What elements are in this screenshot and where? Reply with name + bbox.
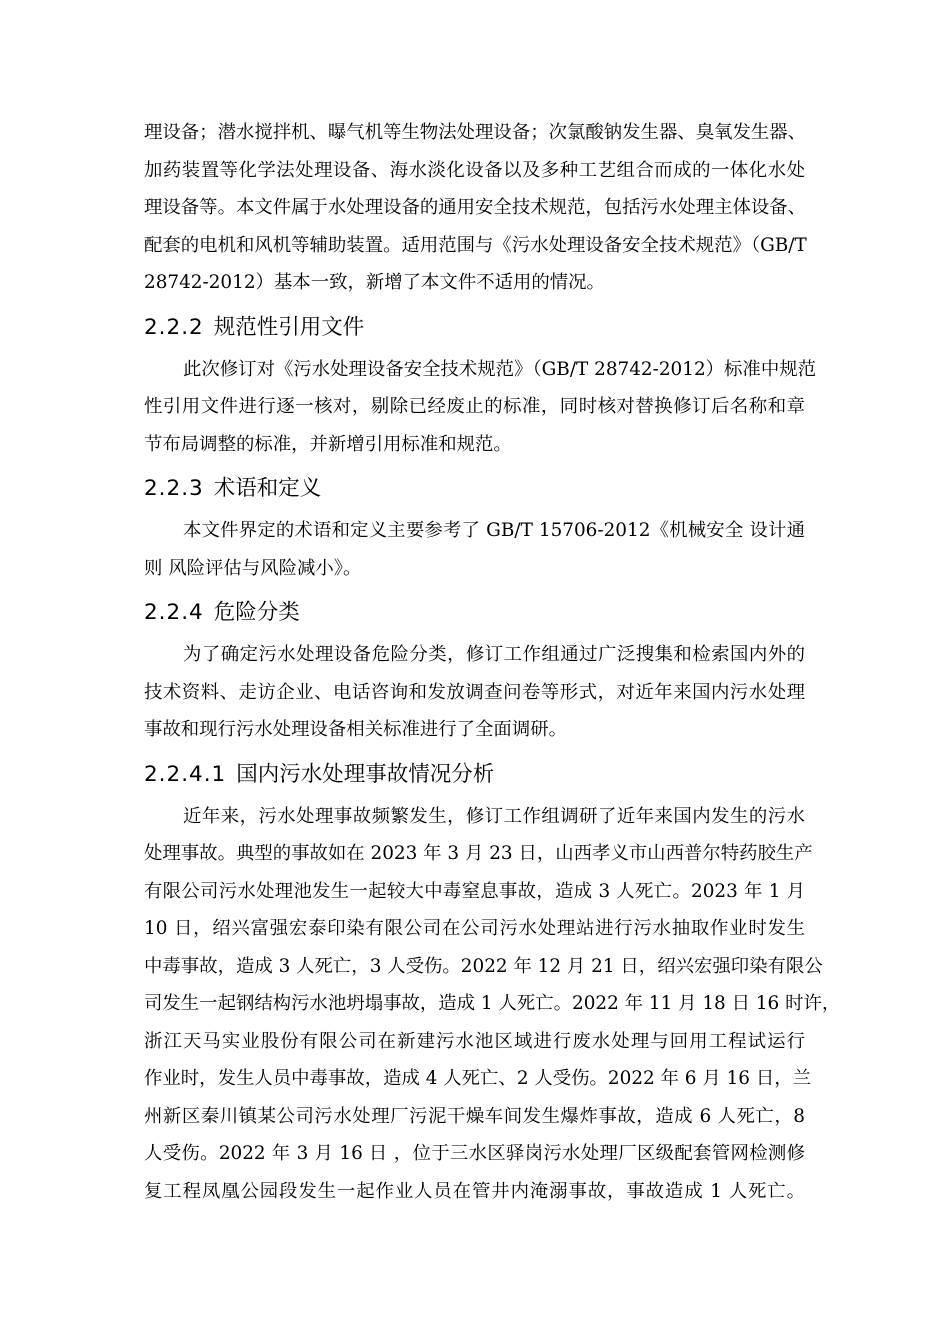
text-line: 加药装置等化学法处理设备、海水淡化设备以及多种工艺组合而成的一体化水处 bbox=[144, 159, 805, 181]
text-line: 节布局调整的标准，并新增引用标准和规范。 bbox=[144, 433, 512, 455]
text-line: 司发生一起钢结构污水池坍塌事故，造成 1 人死亡。2022 年 11 月 18 日 16 时许， bbox=[144, 993, 841, 1014]
paragraph-scope-continuation bbox=[144, 114, 805, 302]
text-line: 技术资料、走访企业、电话咨询和发放调查问卷等形式，对近年来国内污水处理 bbox=[144, 681, 805, 703]
section-number: 2.2.4 bbox=[144, 600, 204, 625]
text-line: 州新区秦川镇某公司污水处理厂污泥干燥车间发生爆炸事故，造成 6 人死亡，8 bbox=[144, 1105, 805, 1127]
paragraph-hazard-classification bbox=[144, 636, 805, 749]
text-line: 此次修订对《污水处理设备安全技术规范》（GB/T 28742-2012）标准中规范 bbox=[183, 358, 816, 380]
text-line: 有限公司污水处理池发生一起较大中毒窒息事故，造成 3 人死亡。2023 年 1 月 bbox=[144, 880, 805, 902]
text-line: 本文件界定的术语和定义主要参考了 GB/T 15706-2012《机械安全 设计通 bbox=[183, 520, 805, 541]
text-line: 处理事故。典型的事故如在 2023 年 3 月 23 日，山西孝义市山西普尔特药胶生产 bbox=[144, 843, 813, 864]
paragraph-normative-references bbox=[144, 351, 816, 464]
paragraph-accident-analysis bbox=[144, 798, 841, 1211]
text-line: 28742-2012）基本一致，新增了本文件不适用的情况。 bbox=[144, 272, 605, 293]
section-title: 国内污水处理事故情况分析 bbox=[236, 761, 495, 787]
text-line: 10 日，绍兴富强宏泰印染有限公司在公司污水处理站进行污水抽取作业时发生 bbox=[144, 918, 805, 939]
section-heading-2-2-4-1 bbox=[144, 751, 805, 798]
document-body bbox=[144, 114, 841, 1210]
text-line: 事故和现行污水处理设备相关标准进行了全面调研。 bbox=[144, 719, 567, 740]
text-line: 则 风险评估与风险减小》。 bbox=[144, 557, 362, 579]
section-number: 2.2.3 bbox=[144, 476, 204, 501]
section-number: 2.2.4.1 bbox=[144, 761, 227, 787]
text-line: 人受伤。2022 年 3 月 16 日 ，位于三水区驿岗污水处理厂区级配套管网检测修 bbox=[144, 1143, 805, 1164]
section-title: 规范性引用文件 bbox=[213, 314, 365, 340]
text-line: 浙江天马实业股份有限公司在新建污水池区域进行废水处理与回用工程试运行 bbox=[144, 1030, 805, 1052]
section-heading-2-2-4 bbox=[144, 589, 805, 636]
text-line: 复工程凤凰公园段发生一起作业人员在管井内淹溺事故，事故造成 1 人死亡。 bbox=[144, 1180, 805, 1202]
text-line: 为了确定污水处理设备危险分类，修订工作组通过广泛搜集和检索国内外的 bbox=[183, 644, 805, 665]
section-number: 2.2.2 bbox=[144, 314, 204, 340]
section-title: 危险分类 bbox=[213, 600, 300, 625]
section-title: 术语和定义 bbox=[213, 476, 322, 501]
text-line: 理设备等。本文件属于水处理设备的通用安全技术规范，包括污水处理主体设备、 bbox=[144, 197, 807, 218]
text-line: 性引用文件进行逐一核对，剔除已经废止的标准，同时核对替换修订后名称和章 bbox=[144, 396, 805, 417]
section-heading-2-2-3 bbox=[144, 465, 805, 512]
text-line: 近年来，污水处理事故频繁发生，修订工作组调研了近年来国内发生的污水 bbox=[183, 805, 805, 827]
text-line: 作业时，发生人员中毒事故，造成 4 人死亡、2 人受伤。2022 年 6 月 16 日，兰 bbox=[144, 1068, 812, 1089]
text-line: 中毒事故，造成 3 人死亡，3 人受伤。2022 年 12 月 21 日，绍兴宏强印染有限公 bbox=[144, 955, 823, 977]
text-line: 理设备；潜水搅拌机、曝气机等生物法处理设备；次氯酸钠发生器、臭氧发生器、 bbox=[144, 122, 807, 143]
paragraph-terms-definitions bbox=[144, 512, 805, 587]
text-line: 配套的电机和风机等辅助装置。适用范围与《污水处理设备安全技术规范》（GB/T bbox=[144, 234, 807, 256]
section-heading-2-2-2 bbox=[144, 304, 805, 351]
